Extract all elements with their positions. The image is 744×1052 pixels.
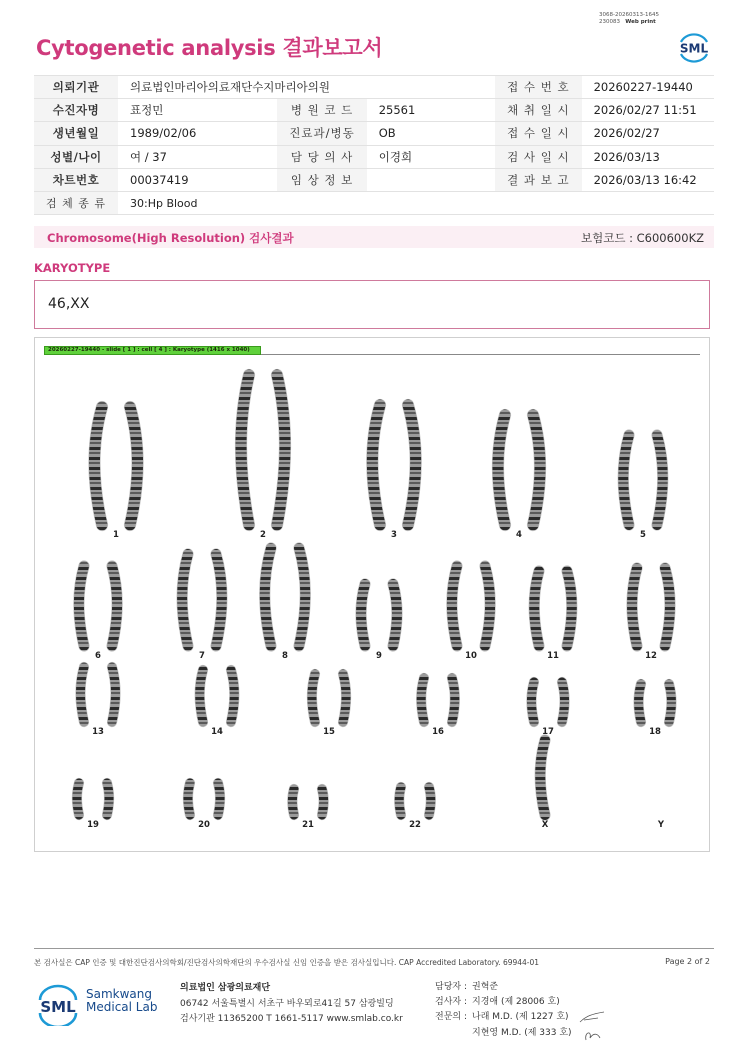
chromosome-16 [452, 678, 455, 722]
chromosome-13 [112, 667, 116, 722]
footer-divider [34, 948, 714, 949]
chromosome-1 [130, 407, 138, 525]
table-row [34, 76, 714, 99]
sml-footer-logo-text: SML [40, 998, 76, 1016]
chart-number-label: 차트번호 [34, 168, 118, 191]
chromosome-19 [77, 783, 79, 815]
staff-name: 지경애 (제 28006 호) [472, 997, 560, 1008]
chromosome-7 [216, 554, 222, 646]
hospital-code-value: 25561 [367, 99, 495, 122]
chart-number-value: 00037419 [118, 168, 277, 191]
chromosome-18 [669, 684, 671, 722]
chromosome-20 [218, 783, 220, 815]
table-row [34, 168, 714, 191]
staff-row [427, 1026, 572, 1041]
chromosome-21 [322, 789, 324, 815]
chromosome-14 [231, 670, 234, 722]
specimen-type-value: 30:Hp Blood [118, 191, 714, 214]
requesting-institution-label: 의뢰기관 [34, 76, 118, 99]
karyotype-result-box [34, 280, 710, 329]
staff-role: 담당자 : [435, 982, 467, 992]
print-meta-code [599, 19, 659, 26]
chromosome-label-10: 10 [465, 651, 477, 661]
chromosome-label-1: 1 [113, 530, 119, 540]
chromosome-2 [241, 375, 249, 525]
company-name [86, 988, 157, 1014]
staff-name: 나래 M.D. (제 1227 호) [472, 1012, 569, 1023]
accession-number-label: 접 수 번 호 [495, 76, 581, 99]
birth-date-value: 1989/02/06 [118, 122, 277, 145]
clinical-info-value [367, 168, 495, 191]
chromosome-label-18: 18 [649, 727, 661, 737]
report-time-label: 결 과 보 고 [495, 168, 581, 191]
chromosome-1 [94, 407, 102, 525]
insurance-code: 보험코드 : C600600KZ [581, 231, 704, 245]
staff-role: 검사자 : [435, 997, 467, 1008]
staff-row [427, 995, 572, 1010]
hospital-code-label: 병 원 코 드 [277, 99, 366, 122]
chromosome-label-11: 11 [547, 651, 559, 661]
chromosome-label-9: 9 [376, 651, 382, 661]
chromosome-14 [200, 670, 203, 722]
org-name: 의료법인 삼광의료재단 [180, 983, 271, 993]
chromosome-12 [665, 568, 670, 646]
chromosome-11 [534, 571, 539, 646]
karyotype-label: KARYOTYPE [34, 261, 111, 275]
collection-time-value: 2026/02/27 11:51 [582, 99, 714, 122]
collection-time-label: 채 취 일 시 [495, 99, 581, 122]
chromosome-label-7: 7 [199, 651, 205, 661]
chromosome-labels [87, 530, 665, 830]
chromosome-label-21: 21 [302, 820, 314, 830]
table-row [34, 122, 714, 145]
chromosome-18 [639, 684, 641, 722]
patient-name-label: 수진자명 [34, 99, 118, 122]
print-meta-code-value: 230083 [599, 19, 621, 25]
department-label: 진료과/병동 [277, 122, 366, 145]
chromosome-17 [562, 682, 565, 722]
receipt-date-value: 2026/02/27 [582, 122, 714, 145]
print-meta-id: 3068-20260313-1645 [599, 12, 659, 18]
staff-row [427, 1010, 572, 1025]
chromosome-label-6: 6 [95, 651, 101, 661]
chromosome-label-Y: Y [657, 820, 665, 830]
chromosome-22 [429, 787, 431, 815]
clinical-info-label: 임 상 정 보 [277, 168, 366, 191]
chromosome-9 [393, 584, 397, 646]
staff-list [427, 980, 572, 1041]
page-number: Page 2 of 2 [665, 957, 710, 966]
sex-age-label: 성별/나이 [34, 145, 118, 168]
org-contact: 검사기관 11365200 T 1661-5117 www.smlab.co.kr [180, 1014, 403, 1024]
staff-role: 전문의 : [435, 1012, 467, 1023]
chromosome-15 [343, 674, 346, 722]
chromosome-label-12: 12 [645, 651, 657, 661]
chromosome-label-17: 17 [542, 727, 554, 737]
chromosome-label-13: 13 [92, 727, 104, 737]
chromosome-20 [188, 783, 190, 815]
chromosome-11 [567, 571, 572, 646]
signature [578, 1010, 608, 1042]
patient-name-value: 표정민 [118, 99, 277, 122]
accreditation-note: 본 검사실은 CAP 인증 및 대한진단검사의학회/진단검사의학재단의 우수검사실 신임 인증을 받은 검사실입니다. CAP Accredited Laboratory. 69944-01 [34, 958, 540, 967]
chromosome-10 [485, 566, 490, 646]
specimen-type-label: 검 체 종 류 [34, 191, 118, 214]
company-name-line1: Samkwang [86, 987, 152, 1001]
chromosome-section-title: Chromosome(High Resolution) 검사결과 [47, 231, 294, 245]
chromosome-6 [79, 566, 84, 646]
chromosome-3 [372, 405, 380, 525]
chromosome-label-5: 5 [640, 530, 646, 540]
physician-label: 담 당 의 사 [277, 145, 366, 168]
karyogram [34, 337, 710, 852]
chromosome-label-16: 16 [432, 727, 444, 737]
table-row [34, 191, 714, 214]
chromosome-label-20: 20 [198, 820, 210, 830]
chromosome-22 [399, 787, 401, 815]
requesting-institution-value: 의료법인마리아의료재단수지마리아의원 [118, 76, 495, 99]
chromosome-X [540, 740, 545, 815]
company-name-line2: Medical Lab [86, 1000, 158, 1014]
chromosome-15 [312, 674, 315, 722]
staff-row [427, 980, 572, 995]
birth-date-label: 생년월일 [34, 122, 118, 145]
chromosome-6 [112, 566, 117, 646]
chromosome-13 [80, 667, 84, 722]
table-row [34, 145, 714, 168]
sml-logo-text: SML [679, 41, 709, 56]
chromosome-10 [452, 566, 457, 646]
karyotype-image-caption: 20260227-19440 - slide [ 1 ] : cell [ 4 ] : Karyotype (1416 x 1040) [44, 346, 261, 355]
chromosome-label-2: 2 [260, 530, 266, 540]
staff-name: 지현영 M.D. (제 333 호) [472, 1027, 572, 1038]
accession-number-value: 20260227-19440 [582, 76, 714, 99]
report-time-value: 2026/03/13 16:42 [582, 168, 714, 191]
test-date-label: 검 사 일 시 [495, 145, 581, 168]
chromosome-label-X: X [541, 820, 549, 830]
chromosome-19 [107, 783, 109, 815]
chromosome-21 [292, 789, 294, 815]
test-date-value: 2026/03/13 [582, 145, 714, 168]
sex-age-value: 여 / 37 [118, 145, 277, 168]
org-address: 06742 서울특별시 서초구 바우뫼로41길 57 삼광빌딩 [180, 999, 394, 1009]
chromosome-17 [531, 682, 534, 722]
chromosome-shapes [77, 375, 671, 815]
chromosome-9 [361, 584, 365, 646]
chromosome-16 [421, 678, 424, 722]
chromosome-label-22: 22 [409, 820, 421, 830]
department-value: OB [367, 122, 495, 145]
chromosome-label-4: 4 [516, 530, 522, 540]
sml-footer-logo [36, 982, 80, 1026]
chromosome-2 [277, 375, 285, 525]
physician-value: 이경희 [367, 145, 495, 168]
staff-name: 권혁준 [472, 982, 499, 992]
web-print-label: Web print [625, 19, 656, 25]
table-row [34, 99, 714, 122]
chromosome-label-15: 15 [323, 727, 335, 737]
report-title: Cytogenetic analysis 결과보고서 [36, 36, 383, 60]
chromosome-5 [657, 435, 663, 525]
chromosome-label-3: 3 [391, 530, 397, 540]
print-meta [599, 12, 659, 26]
chromosome-5 [623, 435, 629, 525]
chromosome-label-8: 8 [282, 651, 288, 661]
chromosome-label-14: 14 [211, 727, 223, 737]
chromosome-12 [632, 568, 637, 646]
chromosome-3 [408, 405, 416, 525]
sml-logo [675, 28, 713, 64]
chromosome-7 [182, 554, 188, 646]
karyotype-result: 46,XX [48, 296, 90, 312]
receipt-date-label: 접 수 일 시 [495, 122, 581, 145]
patient-info-table [34, 75, 714, 215]
chromosome-label-19: 19 [87, 820, 99, 830]
